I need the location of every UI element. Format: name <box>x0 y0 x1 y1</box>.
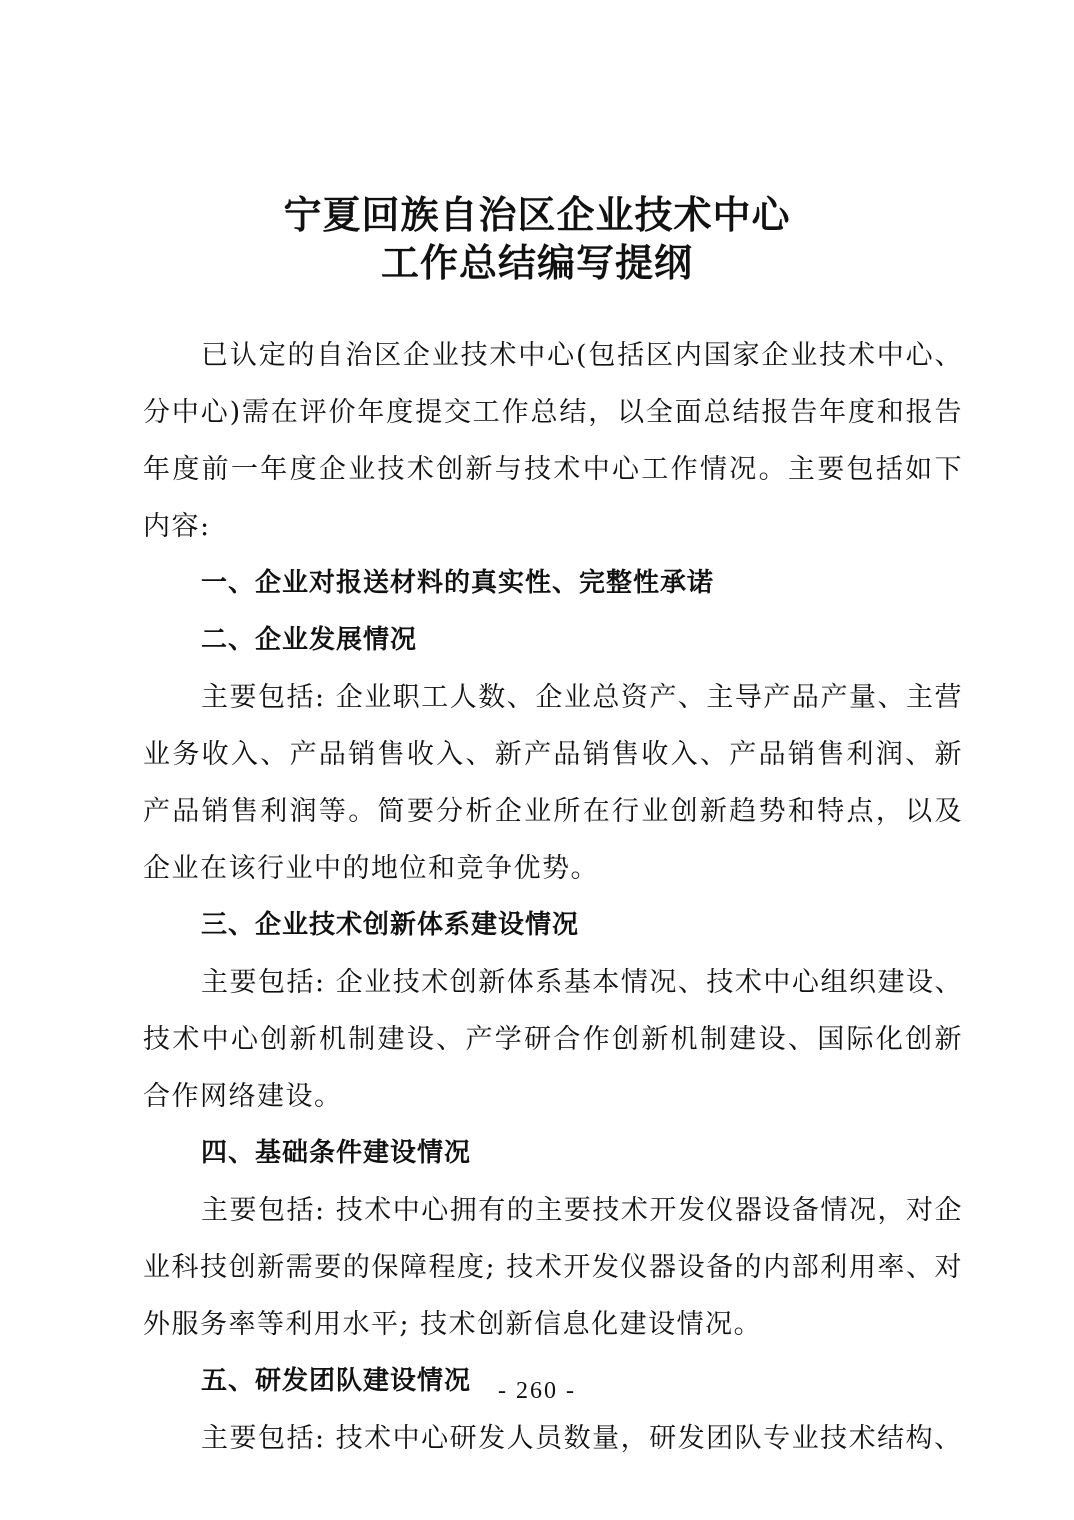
section-heading-5: 五、研发团队建设情况 <box>201 1366 472 1396</box>
section-body-3: 主要包括: 企业技术创新体系基本情况、技术中心组织建设、技术中心创新机制建设、产学研合作创新机制建设、国际化创新合作网络建设。 <box>143 967 963 1112</box>
section-heading-4: 四、基础条件建设情况 <box>201 1138 472 1168</box>
document-body <box>143 327 963 1467</box>
document-title-line-2: 工作总结编写提纲 <box>380 240 693 285</box>
section-body-4: 主要包括: 技术中心拥有的主要技术开发仪器设备情况，对企业科技创新需要的保障程度; 技术开发仪器设备的内部利用率、对外服务率等利用水平; 技术创新信息化建设情况。 <box>143 1195 963 1340</box>
intro-paragraph: 已认定的自治区企业技术中心(包括区内国家企业技术中心、分中心)需在评价年度提交工作总结，以全面总结报告年度和报告年度前一年度企业技术创新与技术中心工作情况。主要包括如下内容: <box>143 340 963 542</box>
section-body-5: 主要包括: 技术中心研发人员数量，研发团队专业技术结构、 <box>201 1423 963 1454</box>
document-title-line-1: 宁夏回族自治区企业技术中心 <box>283 192 791 237</box>
page-number: - 260 - <box>498 1378 576 1404</box>
section-heading-2: 二、企业发展情况 <box>201 625 418 655</box>
section-heading-1: 一、企业对报送材料的真实性、完整性承诺 <box>201 568 715 598</box>
section-heading-3: 三、企业技术创新体系建设情况 <box>201 910 580 940</box>
section-body-2: 主要包括: 企业职工人数、企业总资产、主导产品产量、主营业务收入、产品销售收入、新产品销售收入、产品销售利润、新产品销售利润等。简要分析企业所在行业创新趋势和特点，以及企业在该行业中的地位和竞争优势。 <box>143 682 963 884</box>
